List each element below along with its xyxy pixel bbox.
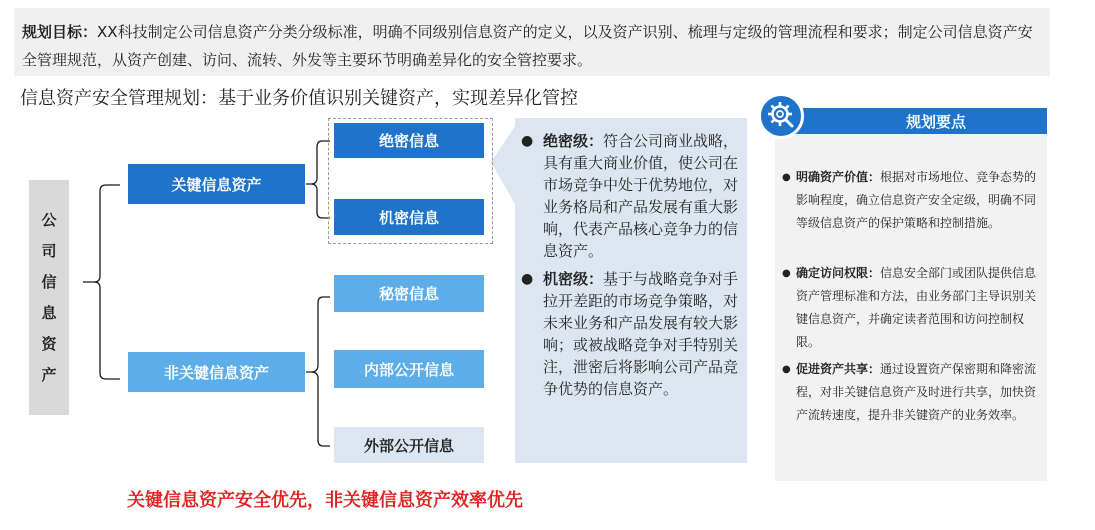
key-assets-node: 关键信息资产 (128, 164, 305, 204)
bullet-icon: ● (521, 133, 534, 149)
bullet-icon: ● (782, 172, 791, 183)
gear-badge (758, 93, 804, 139)
key-brace (306, 141, 330, 218)
root-char: 资 (41, 334, 57, 353)
confidential-node: 机密信息 (334, 199, 484, 235)
callout-pointer (491, 126, 515, 204)
root-char: 司 (41, 241, 57, 260)
internal-public-node: 内部公开信息 (334, 350, 484, 388)
planning-point (782, 358, 1040, 427)
root-char: 公 (41, 210, 57, 229)
bullet-icon: ● (521, 271, 534, 287)
root-char: 产 (41, 365, 57, 384)
point-text: 信息安全部门或团队提供信息资产管理标准和方法，由业务部门主导识别关键信息资产，并确定读者范围和访问控制权限。 (796, 266, 1037, 349)
root-char: 信 (41, 272, 57, 291)
panel-title: 规划要点 (775, 108, 1047, 134)
gear-search-icon (761, 96, 801, 136)
description-item (521, 130, 739, 262)
description-label: 绝密级： (543, 132, 604, 150)
top-secret-node: 绝密信息 (334, 123, 484, 158)
point-label: 促进资产共享： (796, 362, 881, 376)
point-text: 通过设置资产保密期和降密流程，对非关键信息资产及时进行共享，加快资产流转速度，提升非关键资产的业务效率。 (796, 362, 1037, 422)
point-label: 确定访问权限： (796, 266, 881, 280)
goal-text: XX科技制定公司信息资产分类分级标准，明确不同级别信息资产的定义，以及资产识别、梳理与定级的管理流程和要求；制定公司信息资产安全管理规范，从资产创建、访问、流转、外发等主要环节明确差异化的安全管控要求。 (22, 23, 1033, 69)
diagram-subtitle: 信息资产安全管理规划：基于业务价值识别关键资产，实现差异化管控 (20, 88, 578, 109)
priority-statement: 关键信息资产安全优先，非关键信息资产效率优先 (127, 490, 523, 511)
nonkey-brace (306, 297, 330, 446)
root-brace (83, 185, 120, 379)
planning-point (782, 262, 1040, 354)
description-text: 符合公司商业战略，具有重大商业价值，使公司在市场竞争中处于优势地位，对业务格局和产品发展有重大影响，代表产品核心竞争力的信息资产。 (543, 132, 739, 260)
planning-point (782, 166, 1040, 235)
description-item (521, 268, 739, 400)
bullet-icon: ● (782, 268, 791, 279)
nonkey-assets-node: 非关键信息资产 (128, 352, 305, 392)
secret-node: 秘密信息 (334, 275, 484, 312)
goal-banner (14, 8, 1050, 76)
bullet-icon: ● (782, 364, 791, 375)
goal-label: 规划目标： (22, 23, 98, 41)
point-text: 根据对市场地位、竞争态势的影响程度，确立信息资产安全定级，明确不同等级信息资产的保护策略和控制措施。 (796, 170, 1037, 230)
external-public-node: 外部公开信息 (334, 427, 484, 463)
description-text: 基于与战略竞争对手拉开差距的市场竞争策略，对未来业务和产品发展有较大影响；或被战略竞争对手特别关注，泄密后将影响公司产品竞争优势的信息资产。 (543, 270, 739, 398)
description-label: 机密级： (543, 270, 604, 288)
root-node (29, 180, 69, 415)
root-char: 息 (41, 303, 57, 322)
level-description-callout (515, 118, 747, 463)
point-label: 明确资产价值： (796, 170, 881, 184)
